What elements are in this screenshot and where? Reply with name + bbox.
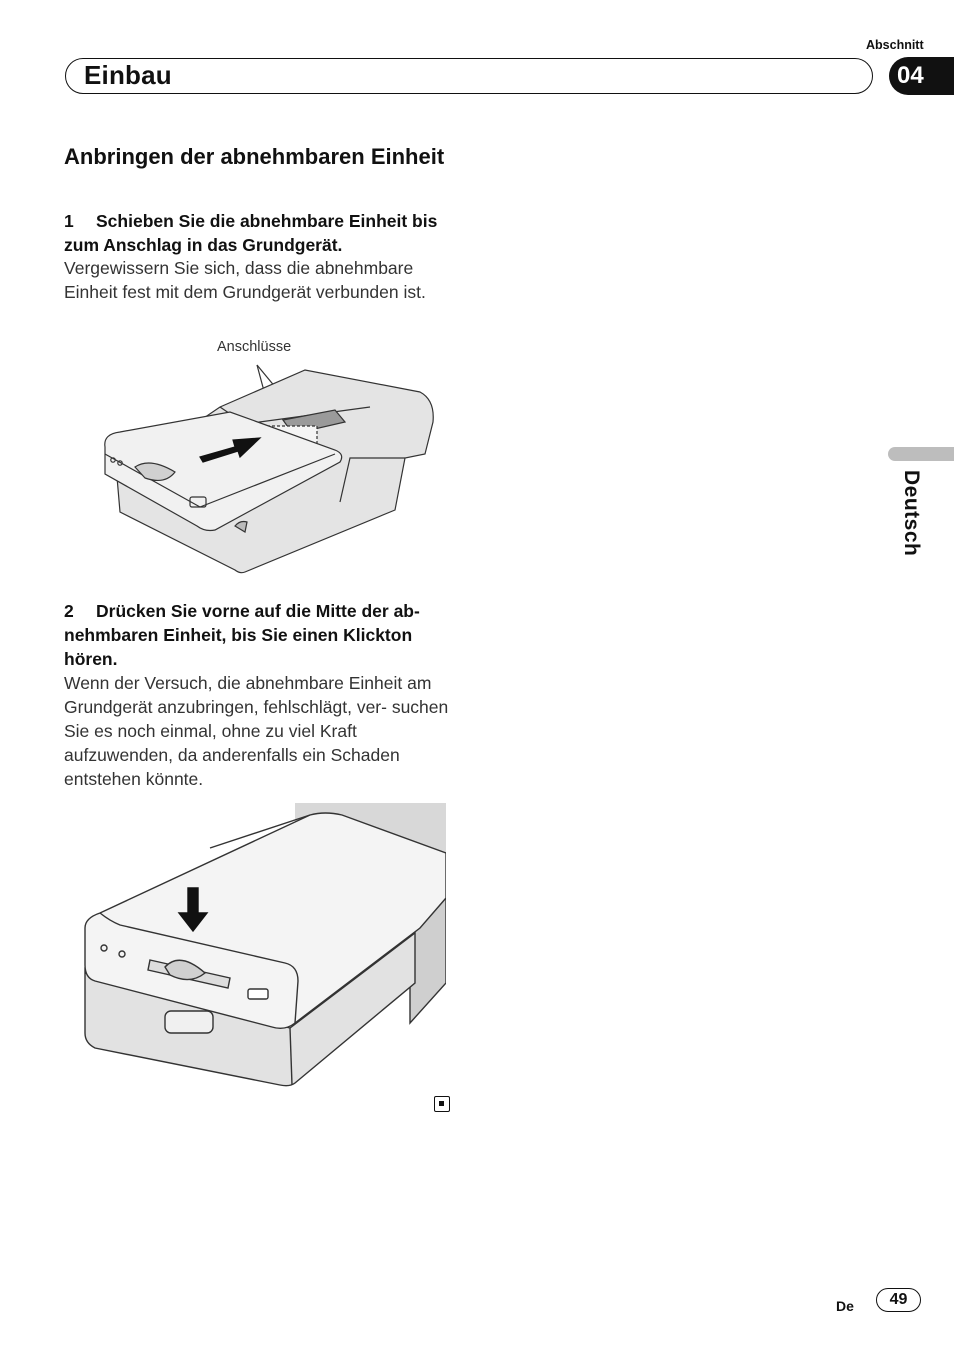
language-tab-label: Deutsch <box>900 470 923 557</box>
step-1-number: 1 <box>64 211 74 231</box>
section-label: Abschnitt <box>866 38 924 52</box>
section-end-mark-icon <box>434 1096 450 1112</box>
step-2-number: 2 <box>64 601 74 621</box>
language-tab-marker <box>888 447 954 461</box>
step-2-text: Wenn der Versuch, die abnehmbare Einheit am Grundgerät anzubringen, fehlschlägt, ver- suchen Sie es noch einmal, ohne zu viel Kraft aufzuwenden, da anderenfalls ein Schaden entstehen könnte. <box>64 673 449 789</box>
chapter-number-badge <box>889 57 954 95</box>
chapter-header-frame <box>65 58 873 94</box>
usb-port <box>248 989 268 999</box>
step-1-instruction <box>64 209 454 257</box>
step-2-title: Drücken Sie vorne auf die Mitte der ab- nehmbaren Einheit, bis Sie einen Klickton hören. <box>64 601 420 669</box>
figure-1-illustration <box>95 362 440 577</box>
step-2-instruction <box>64 599 454 671</box>
step-1-text: Vergewissern Sie sich, dass die abnehmbare Einheit fest mit dem Grundgerät verbunden ist. <box>64 258 426 302</box>
page-number: 49 <box>889 1291 908 1308</box>
latch <box>165 1011 213 1033</box>
figure-2-illustration <box>80 803 446 1088</box>
figure-1-caption: Anschlüsse <box>217 339 292 355</box>
page-number-badge <box>876 1288 921 1312</box>
section-heading: Anbringen der abnehmbaren Einheit <box>64 144 445 169</box>
footer-language-code: De <box>836 1298 854 1314</box>
chapter-title: Einbau <box>84 60 172 90</box>
chapter-number: 04 <box>897 62 924 89</box>
step-1-title: Schieben Sie die abnehmbare Einheit bis zum Anschlag in das Grundgerät. <box>64 211 438 255</box>
